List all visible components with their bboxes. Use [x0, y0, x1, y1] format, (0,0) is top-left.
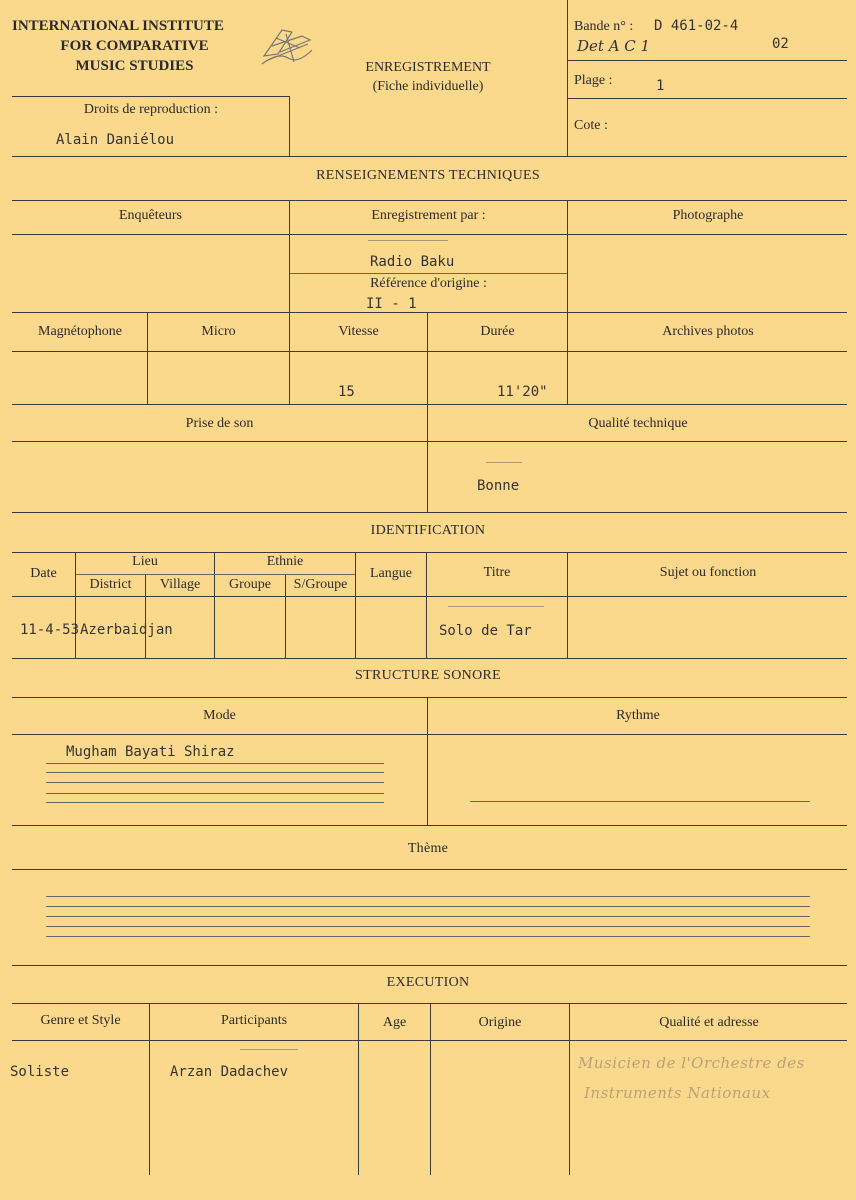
vitesse-label: Vitesse [338, 324, 379, 339]
document-title: ENREGISTREMENT [365, 60, 491, 75]
date-label: Date [30, 566, 57, 581]
village-label: Village [159, 577, 201, 592]
lieu-value: Azerbaidjan [80, 622, 173, 638]
mode-label: Mode [203, 708, 236, 723]
magnetophone-label: Magnétophone [38, 324, 122, 339]
photographe-label: Photographe [672, 208, 744, 223]
droits-value: Alain Daniélou [56, 132, 175, 148]
rythme-label: Rythme [616, 708, 660, 723]
participant-value: Arzan Dadachev [170, 1064, 289, 1080]
archives-photos-label: Archives photos [662, 324, 754, 339]
titre-label: Titre [483, 565, 511, 580]
age-label: Age [382, 1015, 407, 1030]
duree-value: 11'20" [497, 384, 548, 400]
institute-name-line2: FOR COMPARATIVE [60, 38, 209, 54]
droits-label: Droits de reproduction : [83, 102, 219, 117]
cote-label: Cote : [574, 118, 608, 133]
qualite-adresse-label: Qualité et adresse [659, 1015, 759, 1030]
bande-label: Bande n° : [574, 19, 634, 34]
section-title-execution: EXECUTION [386, 975, 470, 990]
qualite-technique-value: Bonne [477, 478, 520, 494]
section-title-identification: IDENTIFICATION [370, 523, 486, 538]
langue-label: Langue [370, 566, 412, 581]
enregistrement-par-label: Enregistrement par : [371, 208, 486, 223]
reference-origine-value: II - 1 [366, 296, 417, 312]
ethnie-label: Ethnie [266, 554, 304, 569]
institute-name-line3: MUSIC STUDIES [75, 58, 194, 74]
enregistrement-par-value: Radio Baku [370, 254, 455, 270]
det-value: Det A C 1 [577, 37, 651, 55]
genre-style-label: Genre et Style [40, 1013, 121, 1028]
plage-label: Plage : [574, 73, 613, 88]
institute-name-line1: INTERNATIONAL INSTITUTE [12, 18, 224, 34]
plage-value: 1 [656, 78, 665, 94]
sgroupe-label: S/Groupe [293, 577, 348, 592]
document-subtitle: (Fiche individuelle) [372, 79, 484, 94]
prise-de-son-label: Prise de son [185, 416, 254, 431]
sujet-fonction-label: Sujet ou fonction [659, 565, 757, 580]
participants-label: Participants [220, 1013, 288, 1028]
micro-label: Micro [201, 324, 236, 339]
mode-value: Mugham Bayati Shiraz [66, 744, 235, 760]
qualite-adresse-line1: Musicien de l'Orchestre des [578, 1054, 805, 1072]
origine-label: Origine [478, 1015, 522, 1030]
groupe-label: Groupe [229, 577, 271, 592]
date-value: 11-4-53 [20, 622, 80, 638]
det-number: 02 [772, 36, 789, 52]
titre-value: Solo de Tar [439, 623, 532, 639]
reference-origine-label: Référence d'origine : [370, 276, 487, 291]
enqueteurs-label: Enquêteurs [119, 208, 182, 223]
duree-label: Durée [480, 324, 515, 339]
qualite-technique-label: Qualité technique [588, 416, 688, 431]
section-title-structure: STRUCTURE SONORE [355, 668, 501, 683]
lieu-label: Lieu [132, 554, 158, 569]
district-label: District [89, 577, 132, 592]
bande-value: D 461-02-4 [654, 18, 739, 34]
theme-label: Thème [407, 841, 449, 856]
vitesse-value: 15 [338, 384, 355, 400]
genre-value: Soliste [10, 1064, 70, 1080]
section-title-technique: RENSEIGNEMENTS TECHNIQUES [316, 168, 540, 183]
qualite-adresse-line2: Instruments Nationaux [584, 1084, 771, 1102]
